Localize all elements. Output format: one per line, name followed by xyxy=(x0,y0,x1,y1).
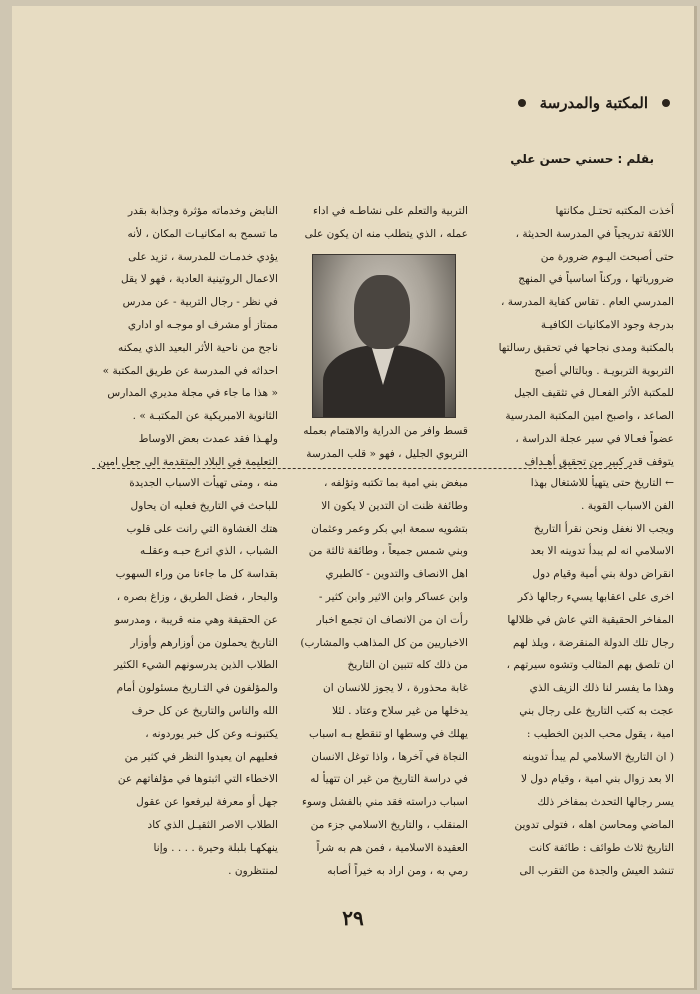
text-line: الطلاب الاصر الثقيـل الذي كاد xyxy=(147,818,278,831)
text-line: التعليمة في البلاد المتقدمة الى جعل امين xyxy=(98,455,278,468)
text-line: التربية والتعلم على نشاطـه في اداء xyxy=(312,205,468,217)
text-line: احداثه في المدرسة عن طريق المكتبة » xyxy=(102,364,278,377)
text-line: وطائفة ظنت ان التدين لا يكون الا xyxy=(321,499,468,512)
text-line: غابة محذورة ، لا يجوز للانسان ان xyxy=(323,682,468,695)
text-line: الثانوية الامبريكية عن المكتبـة » . xyxy=(132,410,278,423)
text-line: مبغض بني امية بما تكتبه وتؤلفه ، xyxy=(323,477,468,489)
text-line: رأت ان من الانصاف ان تجمع اخبار xyxy=(316,613,468,626)
text-line: العقيدة الاسلامية ، فمن هم به شراً xyxy=(316,841,468,854)
page-number: ٢٩ xyxy=(342,906,364,930)
text-line: يكتبونـه وعن كل خبر يوردونه ، xyxy=(145,727,278,740)
text-line: والمؤلفون في التـاريخ مسئولون أمام xyxy=(116,682,278,695)
magazine-page xyxy=(12,6,697,990)
section-divider xyxy=(92,468,632,469)
column-top-middle-below xyxy=(300,420,468,466)
text-line: الماضي ومحاسن اهله ، فتولى تدوين xyxy=(514,818,674,831)
text-line: التربوي الجليل ، فهو « قلب المدرسة xyxy=(306,447,468,460)
text-line: ( ان التاريخ الاسلامي لم يبدأ تدوينه xyxy=(522,750,674,763)
text-line: أخذت المكتبه تحتـل مكانتها xyxy=(555,205,674,217)
text-line: ناجح من ناحية الأثر البعيد الذي يمكنه xyxy=(118,341,278,354)
text-line: رمي به ، ومن اراد به خيراً أصابه xyxy=(327,864,468,877)
text-line: المدرسي العام . تقاس كفاية المدرسة ، xyxy=(501,296,674,309)
text-line: ويجب الا نغفل ونحن نقرأ التاريخ xyxy=(533,522,674,535)
column-top-right xyxy=(478,200,674,474)
text-line: لمنتظرون . xyxy=(228,864,278,877)
text-line: الاخباريين من كل المذاهب والمشارب) xyxy=(300,636,468,649)
text-line: ينهكهـا بلبلة وحيرة . . . . وإنا xyxy=(153,841,278,854)
text-line: امية ، يقول محب الدين الخطيب : xyxy=(526,727,674,740)
text-line: جهل أو معرفة ليرفعوا عن عقول xyxy=(136,796,278,809)
text-line: وهذا ما يفسر لنا ذلك الزيف الذي xyxy=(529,682,674,695)
text-line: المفاخر الحقيقية التي عاش في ظلالها xyxy=(507,613,674,626)
text-line: هتك الغشاوة التي رانت على قلوب xyxy=(126,522,278,535)
text-line: ولهـذا فقد عمدت بعض الاوساط xyxy=(138,432,278,445)
text-line: يؤدي خدمـات للمدرسة ، تزيد على xyxy=(128,250,278,263)
text-line: بقداسة كل ما جاءنا من وراء السهوب xyxy=(115,568,278,581)
text-line: النابض وخدماته مؤثرة وجذابة بقدر xyxy=(127,205,278,217)
text-line: الطلاب الذين يدرسونهم الشيء الكثير xyxy=(114,659,278,672)
text-line: النجاة في آخرها ، واذا توغل الانسان xyxy=(311,750,468,763)
text-line: عن الحقيقة وهي منه قريبة ، ومدرسو xyxy=(114,613,278,626)
text-line: التاريخ ثلاث طوائف : طائفة كانت xyxy=(528,841,674,854)
text-line: اللائقة تدريجياً في المدرسة الحديثة ، xyxy=(515,227,674,240)
text-line: ضرورياتها ، وركناً اساسياً في المنهج xyxy=(518,273,674,286)
column-bottom-middle xyxy=(300,472,468,882)
text-line: الاعمال الروتينية العادية ، فهو لا يقل xyxy=(121,273,278,286)
column-bottom-left xyxy=(82,472,278,882)
text-line: يدخلها من غير سلاح وعتاد . لئلا xyxy=(332,704,468,717)
text-line: الاسلامي انه لم يبدأ تدوينه الا بعد xyxy=(530,545,674,558)
text-line: بدرجة وجود الامكانيات الكافيـة xyxy=(540,318,674,331)
text-line: عجت به كتب التاريخ على رجال بني xyxy=(519,704,674,717)
column-top-middle-above xyxy=(300,200,468,246)
text-line: في نظر - رجال التربية - عن مدرس xyxy=(122,296,278,309)
text-line: « هذا ما جاء في مجلة مديري المدارس xyxy=(107,387,278,400)
text-line: منه ، ومتى تهيأت الاسباب الجديدة xyxy=(129,477,278,489)
text-line: بالمكتبة ومدى نجاحها في تحقيق رسالتها xyxy=(498,341,674,354)
text-line: الاخطاء التي اثبتوها في مؤلفاتهم عن xyxy=(117,773,278,786)
text-line: وبني شمس جميعاً ، وطائفة ثالثة من xyxy=(308,545,468,558)
text-line: حتى أصبحت اليـوم ضرورة من xyxy=(540,250,674,263)
text-line: ممتاز أو مشرف او موجـه او اداري xyxy=(127,318,278,331)
text-line: عضواً فعـالا في سير عجلة الدراسة ، xyxy=(515,432,674,445)
text-line: بتشويه سمعة ابي بكر وعمر وعثمان xyxy=(311,522,468,535)
text-line: تنشد العيش والجدة من التقرب الى xyxy=(519,864,674,877)
text-line: الصاعد ، واصبح امين المكتبة المدرسية xyxy=(505,410,674,423)
text-line: الله والناس والتاريخ عن كل حرف xyxy=(131,704,278,717)
text-line: ما تسمح به امكانيـات المكان ، لأنه xyxy=(127,227,278,240)
text-line: رجال تلك الدولة المنقرضة ، ويلذ لهم xyxy=(512,636,674,649)
text-line: التاريخ يحملون من أوزارهم وأوزار xyxy=(130,636,278,649)
text-line: ← التاريخ حتى يتهيأ للاشتغال بهذا xyxy=(530,477,674,489)
text-line: ان تلصق بهم المثالب وتشوه سيرتهم ، xyxy=(506,659,674,672)
column-top-left xyxy=(82,200,278,474)
text-line: اخرى على اعقابها يسيء رجالها ذكر xyxy=(517,590,674,603)
text-line: اسباب دراسته فقد مني بالفشل وسوء xyxy=(302,796,468,809)
text-line: الشباب ، الذي اترع حبـه وعقلـه xyxy=(140,545,278,558)
text-line: عمله ، الذي يتطلب منه ان يكون على xyxy=(304,227,468,240)
text-line: التربوية التربويـة . وبالتالي أصبح xyxy=(534,364,674,377)
text-line: المنقلب ، والتاريخ الاسلامي جزء من xyxy=(310,818,468,831)
text-line: للباحث في التاريخ فعليه ان يحاول xyxy=(130,499,278,512)
text-line: اهل الانصاف والتدوين - كالطبري xyxy=(325,568,468,581)
author-byline: بقلم : حسني حسن علي xyxy=(510,152,654,166)
author-photo xyxy=(312,254,456,418)
bullet-icon xyxy=(662,99,670,107)
text-line: الفن الاسباب القوية . xyxy=(581,499,674,512)
text-line: الا بعد زوال بني امية ، وقيام دول لا xyxy=(520,773,674,786)
column-bottom-right xyxy=(478,472,674,882)
section-header xyxy=(58,90,670,116)
text-line: فعليهم ان يعيدوا النظر في كثير من xyxy=(124,750,278,763)
text-line: للمكتبة الأثر الفعـال في تثقيف الجيل xyxy=(514,387,674,400)
text-line: يسر رجالها التحدث بمفاخر ذلك xyxy=(537,796,674,809)
text-line: والبحار ، فضل الطريق ، وزاغ بصره ، xyxy=(116,590,278,603)
section-title: المكتبة والمدرسة xyxy=(539,94,648,112)
text-line: في دراسة التاريخ من غير ان تتهيأ له xyxy=(310,773,468,786)
text-line: يهلك في وسطها او تنقطع بـه اسباب xyxy=(309,727,468,740)
text-line: وابن عساكر وابن الاثير وابن كثير - xyxy=(318,590,468,603)
text-line: يتوقف قدر كبير من تحقيق أهـداف xyxy=(524,455,674,468)
text-line: من ذلك كله تتبين ان التاريخ xyxy=(347,659,468,672)
text-line: قسط وافر من الدراية والاهتمام بعمله xyxy=(303,425,468,437)
bullet-icon xyxy=(518,99,526,107)
text-line: انقراض دولة بني أمية وقيام دول xyxy=(532,568,674,581)
